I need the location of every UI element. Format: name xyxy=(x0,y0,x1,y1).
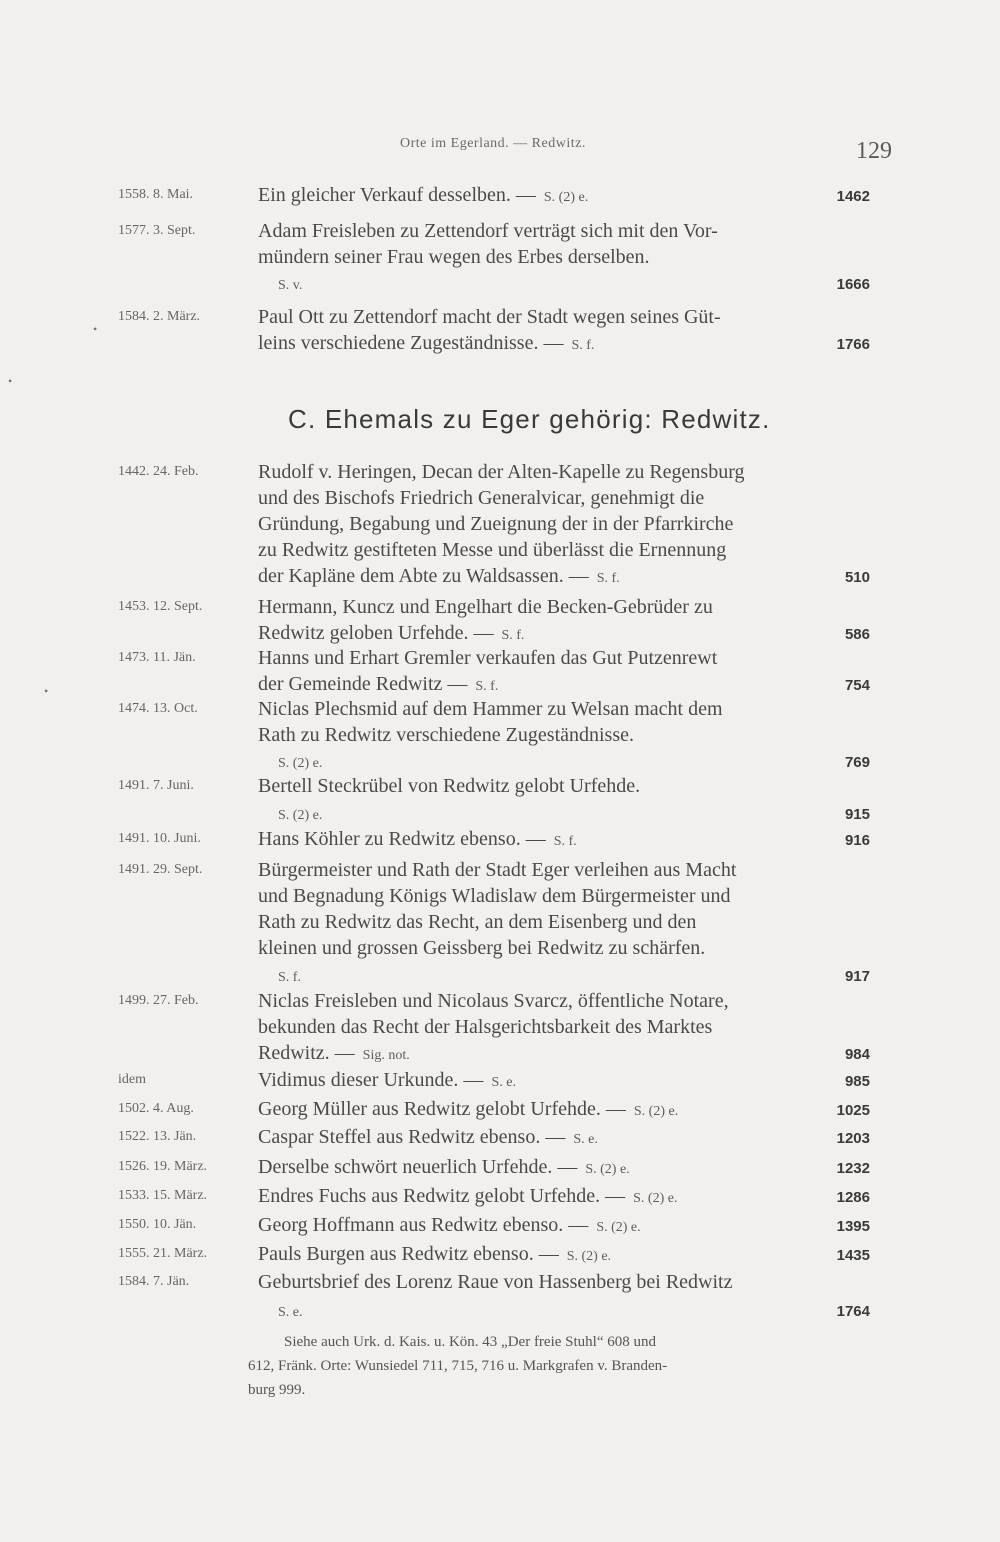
entry-signature: S. f. xyxy=(596,571,620,586)
entry-date: 1491. 7. Juni. xyxy=(118,778,194,793)
entry-date: 1526. 19. März. xyxy=(118,1159,208,1174)
entry-signature: S. e. xyxy=(278,1305,303,1320)
footnote-line: Siehe auch Urk. d. Kais. u. Kön. 43 „Der freie Stuhl“ 608 und xyxy=(284,1334,656,1350)
entry-text-line xyxy=(258,935,705,961)
entry-date: 1584. 7. Jän. xyxy=(118,1274,190,1289)
entry-number: 769 xyxy=(844,754,870,771)
entry-text-line xyxy=(258,511,733,537)
entry-signature: S. f. xyxy=(475,679,499,694)
entry-signature: S. e. xyxy=(491,1075,516,1090)
entry-text: Hanns und Erhart Gremler verkaufen das Gut Putzenrewt xyxy=(258,647,718,669)
entry-number: 1286 xyxy=(836,1189,870,1206)
entry-text: der Gemeinde Redwitz — xyxy=(258,673,468,695)
entry-number: 1764 xyxy=(836,1303,870,1320)
entry-signature: S. (2) e. xyxy=(633,1191,678,1206)
entry-text: und des Bischofs Friedrich Generalvicar, genehmigt die xyxy=(258,487,705,509)
entry-text: zu Redwitz gestifteten Messe und überlässt die Ernennung xyxy=(258,539,727,561)
entry-date: 1558. 8. Mai. xyxy=(118,187,194,202)
margin-dot: • xyxy=(93,322,98,336)
entry-text: Rath zu Redwitz das Recht, an dem Eisenberg und den xyxy=(258,911,697,933)
entry-text-line xyxy=(258,773,640,799)
entry-signature: S. (2) e. xyxy=(278,808,323,823)
entry-signature: S. f. xyxy=(501,628,525,643)
entry-signature: S. (2) e. xyxy=(585,1162,630,1177)
entry-number: 1025 xyxy=(836,1102,870,1119)
entry-signature-line xyxy=(278,800,322,829)
entry-text: mündern seiner Frau wegen des Erbes derselben. xyxy=(258,246,650,268)
entry-text: Rath zu Redwitz verschiedene Zugeständnisse. xyxy=(258,724,634,746)
entry-signature: S. (2) e. xyxy=(633,1104,679,1119)
footnote-line: 612, Fränk. Orte: Wunsiedel 711, 715, 716 u. Markgrafen v. Branden- xyxy=(248,1358,668,1374)
entry-text: Vidimus dieser Urkunde. — xyxy=(258,1069,484,1091)
entry-date: 1577. 3. Sept. xyxy=(118,223,196,238)
entry-text-line xyxy=(258,537,726,563)
entry-text-line xyxy=(258,909,696,935)
entry-date: 1442. 24. Feb. xyxy=(118,464,199,479)
entry-signature: S. f. xyxy=(571,338,595,353)
entry-number: 1203 xyxy=(836,1130,870,1147)
entry-text: Hans Köhler zu Redwitz ebenso. — xyxy=(258,828,546,850)
entry-text: leins verschiedene Zugeständnisse. — xyxy=(258,332,564,354)
entry-text: Redwitz geloben Urfehde. — xyxy=(258,622,494,644)
entry-text: Bürgermeister und Rath der Stadt Eger verleihen aus Macht xyxy=(258,859,737,881)
entry-text-line xyxy=(258,1096,678,1125)
entry-signature: S. (2) e. xyxy=(278,756,323,771)
entry-date: 1502. 4. Aug. xyxy=(118,1101,194,1116)
entry-date: idem xyxy=(118,1072,146,1087)
entry-signature: S. f. xyxy=(278,970,301,985)
entry-text: kleinen und grossen Geissberg bei Redwitz zu schärfen. xyxy=(258,937,706,959)
entry-text-line xyxy=(258,485,704,511)
entry-number: 754 xyxy=(844,677,870,694)
entry-signature: S. (2) e. xyxy=(566,1249,612,1264)
entry-text-line xyxy=(258,883,731,909)
entry-text: Pauls Burgen aus Redwitz ebenso. — xyxy=(258,1243,559,1265)
entry-text: Gründung, Begabung und Zueignung der in der Pfarrkirche xyxy=(258,513,734,535)
entry-number: 915 xyxy=(844,806,870,823)
entry-text-line xyxy=(258,218,718,244)
entry-signature: S. e. xyxy=(573,1132,598,1147)
entry-text: Hermann, Kuncz und Engelhart die Becken-Gebrüder zu xyxy=(258,596,713,618)
entry-text-line xyxy=(258,304,721,330)
entry-text-line xyxy=(258,1067,516,1096)
entry-text: Endres Fuchs aus Redwitz gelobt Urfehde. — xyxy=(258,1185,626,1207)
entry-text: Niclas Freisleben und Nicolaus Svarcz, öffentliche Notare, xyxy=(258,990,729,1012)
entry-signature-line xyxy=(278,1297,303,1326)
entry-text: und Begnadung Königs Wladislaw dem Bürgermeister und xyxy=(258,885,731,907)
entry-signature: S. (2) e. xyxy=(596,1220,641,1235)
entry-date: 1491. 29. Sept. xyxy=(118,862,203,877)
entry-number: 1462 xyxy=(836,188,870,205)
entry-signature: S. (2) e. xyxy=(543,190,589,205)
entry-text-line xyxy=(258,459,745,485)
entry-text: Caspar Steffel aus Redwitz ebenso. — xyxy=(258,1126,566,1148)
entry-text: Redwitz. — xyxy=(258,1042,355,1064)
entry-number: 985 xyxy=(844,1073,870,1090)
entry-number: 916 xyxy=(844,832,870,849)
entry-date: 1499. 27. Feb. xyxy=(118,993,199,1008)
entry-date: 1473. 11. Jän. xyxy=(118,650,196,665)
entry-text: Geburtsbrief des Lorenz Raue von Hassenberg bei Redwitz xyxy=(258,1271,733,1293)
entry-text: Georg Müller aus Redwitz gelobt Urfehde. — xyxy=(258,1098,626,1120)
entry-text: Rudolf v. Heringen, Decan der Alten-Kapelle zu Regensburg xyxy=(258,461,745,483)
running-title: Orte im Egerland. — Redwitz. xyxy=(400,136,586,151)
entry-text-line xyxy=(258,722,634,748)
entry-text: bekunden das Recht der Halsgerichtsbarkeit des Marktes xyxy=(258,1016,713,1038)
footnote-line: burg 999. xyxy=(248,1382,306,1398)
entry-text-line xyxy=(258,182,588,211)
entry-text: Niclas Plechsmid auf dem Hammer zu Welsan macht dem xyxy=(258,698,723,720)
entry-date: 1550. 10. Jän. xyxy=(118,1217,197,1232)
entry-text-line xyxy=(258,244,650,270)
entry-text-line xyxy=(258,563,620,592)
entry-number: 1395 xyxy=(836,1218,870,1235)
entry-number: 1435 xyxy=(836,1247,870,1264)
entry-text-line xyxy=(258,1154,630,1183)
entry-date: 1474. 13. Oct. xyxy=(118,701,198,716)
entry-text: Paul Ott zu Zettendorf macht der Stadt wegen seines Güt- xyxy=(258,306,721,328)
entry-number: 984 xyxy=(844,1046,870,1063)
entry-text: Ein gleicher Verkauf desselben. — xyxy=(258,184,536,206)
entry-text: Adam Freisleben zu Zettendorf verträgt sich mit den Vor- xyxy=(258,220,718,242)
entry-number: 1766 xyxy=(836,336,870,353)
entry-date: 1491. 10. Juni. xyxy=(118,831,201,846)
entry-text-line xyxy=(258,988,729,1014)
entry-text: Bertell Steckrübel von Redwitz gelobt Urfehde. xyxy=(258,775,641,797)
entry-date: 1453. 12. Sept. xyxy=(118,599,203,614)
entry-text-line xyxy=(258,1183,677,1212)
entry-text-line xyxy=(258,594,713,620)
entry-text-line xyxy=(258,826,577,855)
entry-text: Derselbe schwört neuerlich Urfehde. — xyxy=(258,1156,578,1178)
page-number: 129 xyxy=(856,138,892,164)
entry-signature: S. v. xyxy=(278,278,303,293)
entry-number: 586 xyxy=(844,626,870,643)
entry-number: 917 xyxy=(844,968,870,985)
entry-date: 1555. 21. März. xyxy=(118,1246,208,1261)
entry-signature-line xyxy=(278,962,301,991)
entry-signature-line xyxy=(278,270,302,299)
entry-date: 1522. 13. Jän. xyxy=(118,1129,197,1144)
entry-signature: S. f. xyxy=(553,834,577,849)
entry-text-line xyxy=(258,1269,732,1295)
entry-text-line xyxy=(258,696,723,722)
entry-text-line xyxy=(258,645,717,671)
entry-text: der Kapläne dem Abte zu Waldsassen. — xyxy=(258,565,589,587)
entry-number: 1232 xyxy=(836,1160,870,1177)
entry-date: 1533. 15. März. xyxy=(118,1188,208,1203)
entry-text-line xyxy=(258,857,736,883)
margin-dot: • xyxy=(44,684,49,698)
entry-text-line xyxy=(258,1040,410,1069)
entry-text: Georg Hoffmann aus Redwitz ebenso. — xyxy=(258,1214,589,1236)
entry-text-line xyxy=(258,1212,641,1241)
margin-dot: • xyxy=(8,374,13,388)
entry-number: 1666 xyxy=(836,276,870,293)
entry-number: 510 xyxy=(844,569,870,586)
entry-text-line xyxy=(258,1241,611,1270)
entry-text-line xyxy=(258,1124,598,1153)
entry-date: 1584. 2. März. xyxy=(118,309,201,324)
entry-signature: Sig. not. xyxy=(362,1048,410,1063)
section-heading: C. Ehemals zu Eger gehörig: Redwitz. xyxy=(288,404,771,434)
entry-text-line xyxy=(258,330,594,359)
entry-text-line xyxy=(258,1014,712,1040)
footnote xyxy=(248,1330,880,1402)
